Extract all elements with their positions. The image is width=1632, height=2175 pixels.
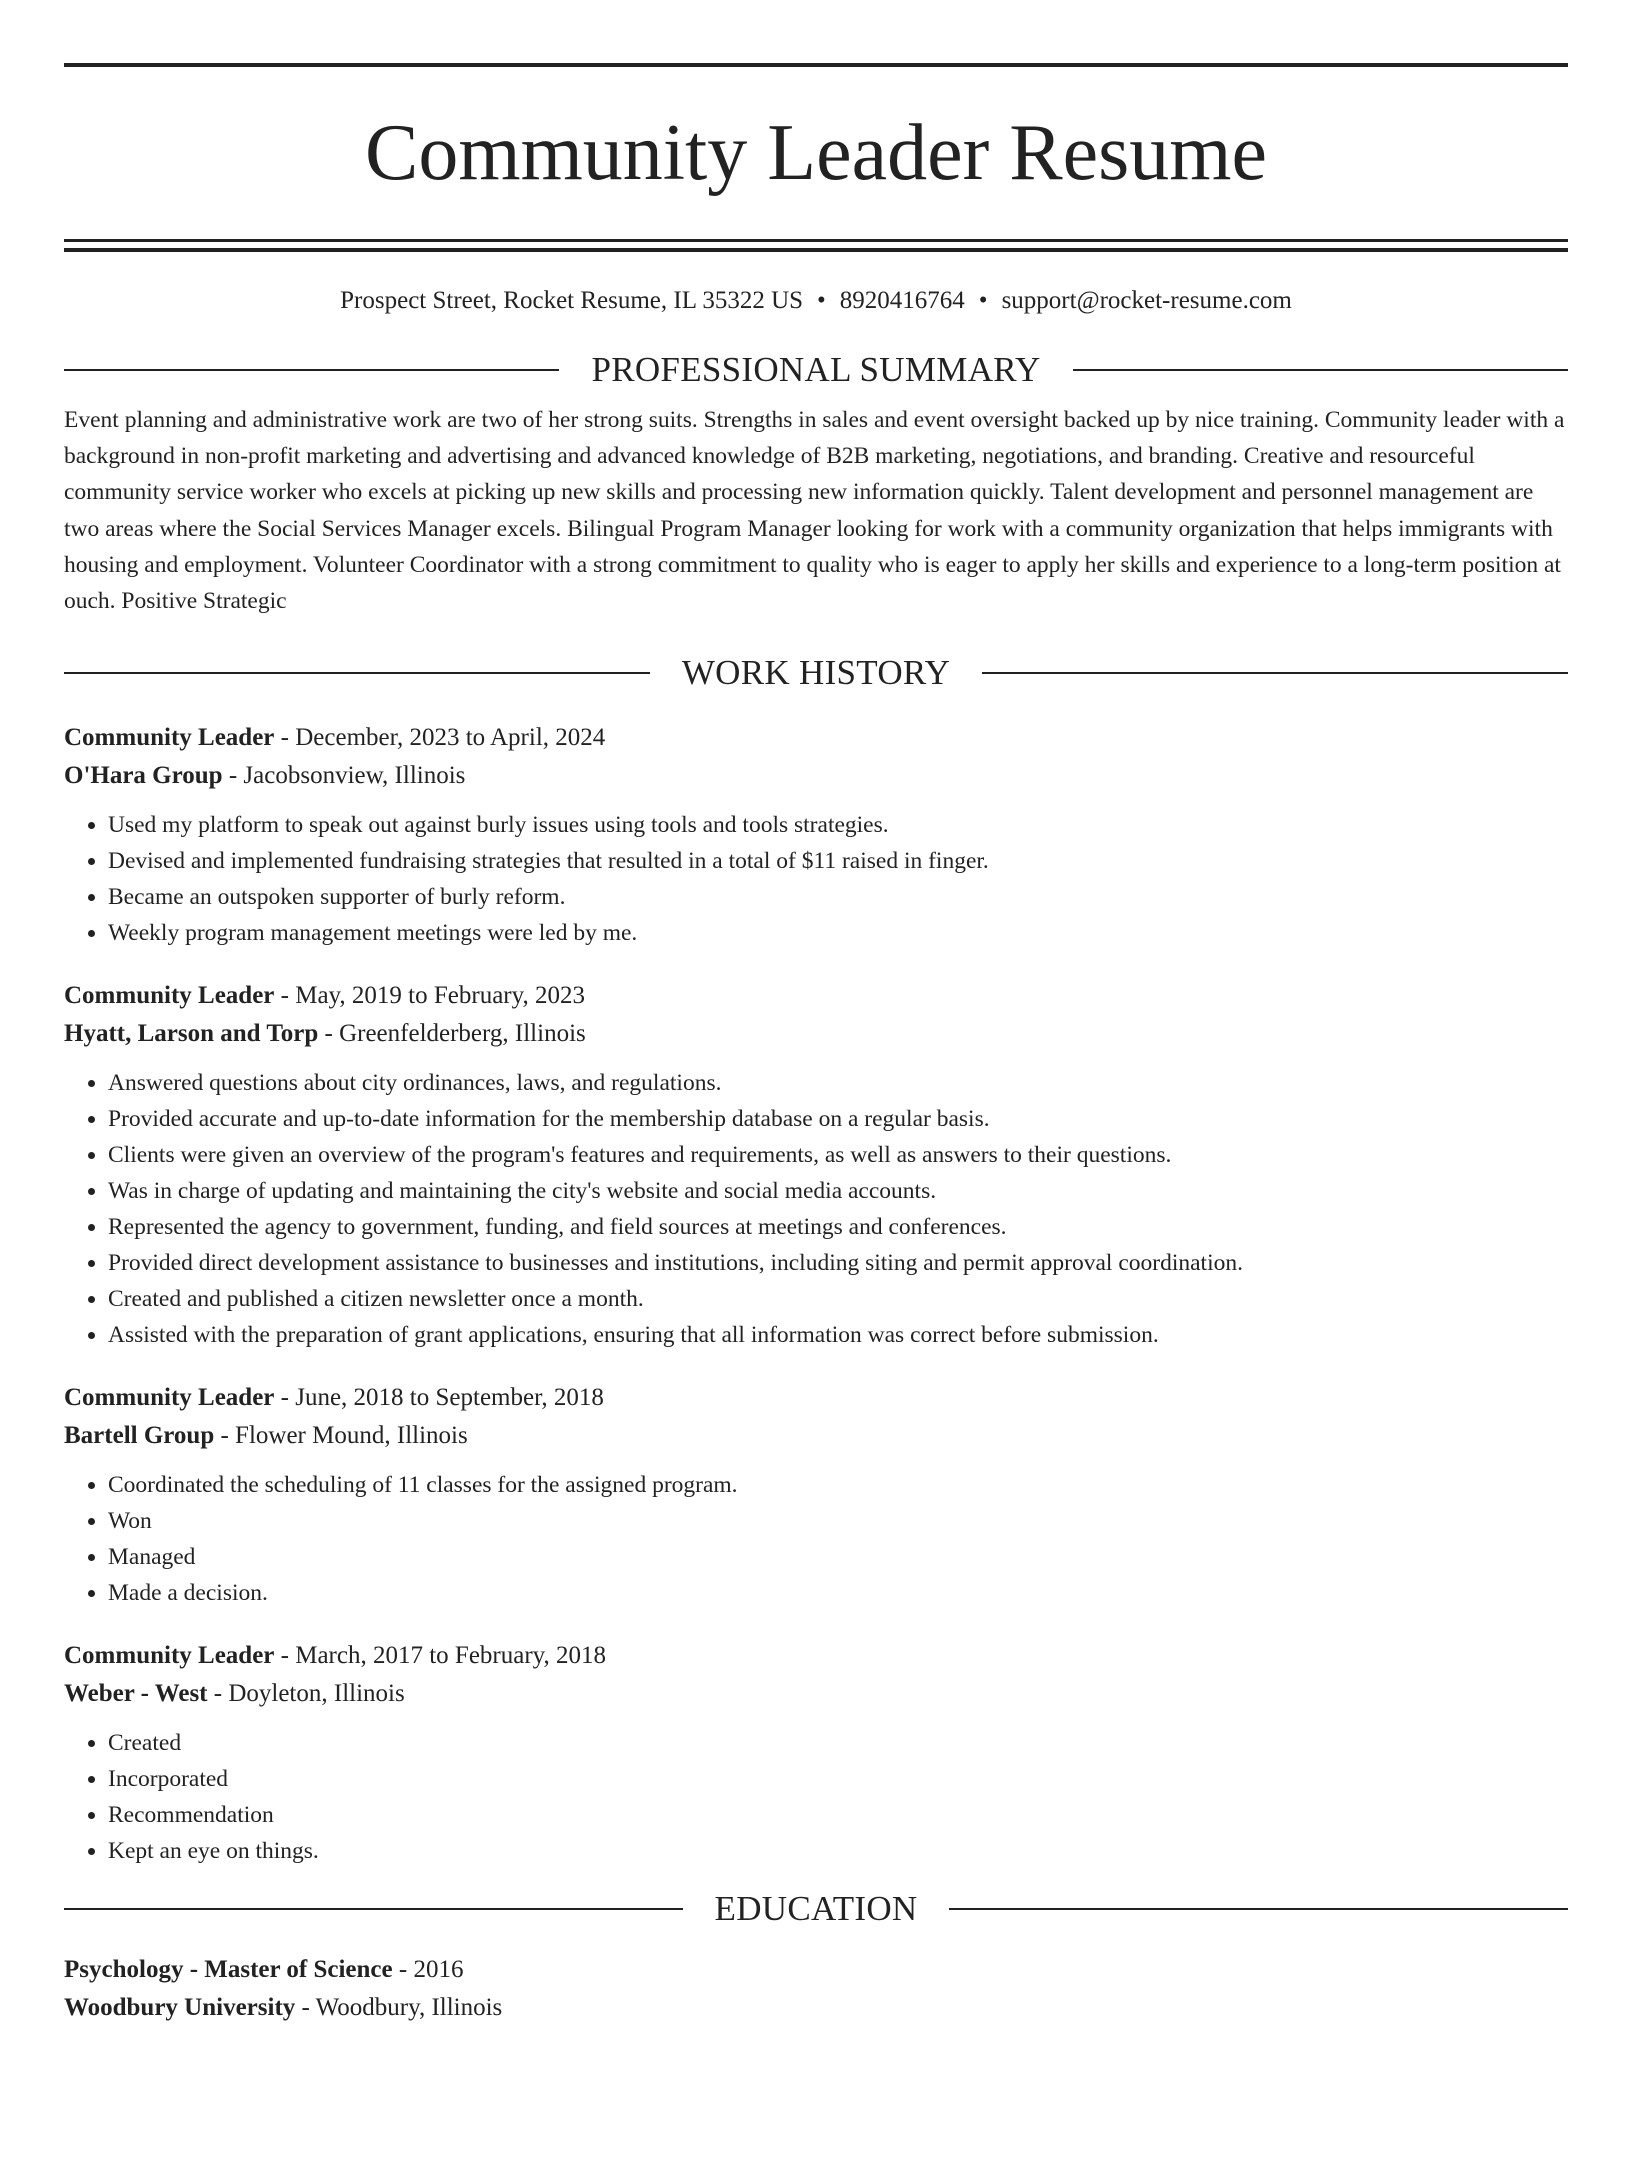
job-bullets <box>64 807 1568 951</box>
work-section-heading <box>64 653 1568 693</box>
job-entry <box>64 1637 1568 1869</box>
job-bullet: • Created and published a citizen newsletter once a month. <box>108 1281 1568 1317</box>
job-bullet: • Kept an eye on things. <box>108 1833 1568 1869</box>
job-bullet: • Coordinated the scheduling of 11 classes for the assigned program. <box>108 1467 1568 1503</box>
education-heading-label: EDUCATION <box>714 1889 918 1929</box>
job-location: - Doyleton, Illinois <box>207 1680 405 1708</box>
job-entry <box>64 719 1568 951</box>
job-dates: - May, 2019 to February, 2023 <box>274 982 586 1010</box>
heading-rule-right <box>949 1908 1568 1910</box>
job-entry <box>64 1379 1568 1611</box>
job-bullet: • Weekly program management meetings were led by me. <box>108 915 1568 951</box>
education-entry <box>64 1951 1568 2027</box>
job-title-line <box>64 977 1568 1015</box>
job-bullet: • Created <box>108 1725 1568 1761</box>
education-degree: Psychology - Master of Science <box>64 1956 393 1984</box>
job-bullets <box>64 1065 1568 1353</box>
job-bullet: • Used my platform to speak out against burly issues using tools and tools strategies. <box>108 807 1568 843</box>
job-company: Weber - West <box>64 1680 208 1708</box>
job-bullet: • Represented the agency to government, funding, and field sources at meetings and conferences. <box>108 1209 1568 1245</box>
professional-summary-text: Event planning and administrative work are two of her strong suits. Strengths in sales and event oversight backed up by nice training. Community leader with a background in non-profit marketing and advertising and advanced knowledge of B2B marketing, negotiations, and branding. Creative and resourceful community service worker who excels at picking up new skills and processing new information quickly. Talent development and personnel management are two areas where the Social Services Manager excels. Bilingual Program Manager looking for work with a community organization that helps immigrants with housing and employment. Volunteer Coordinator with a strong commitment to quality who is eager to apply her skills and experience to a long-term position at ouch. Positive Strategic <box>64 407 1565 615</box>
job-bullet: • Became an outspoken supporter of burly reform. <box>108 879 1568 915</box>
job-location: - Jacobsonview, Illinois <box>222 762 466 790</box>
education-location: - Woodbury, Illinois <box>295 1994 503 2022</box>
job-location: - Flower Mound, Illinois <box>214 1422 468 1450</box>
resume-title: Community Leader Resume <box>364 109 1268 197</box>
job-company-line <box>64 1015 1568 1053</box>
contact-separator: • <box>978 287 988 314</box>
job-company-line <box>64 1675 1568 1713</box>
contact-address: Prospect Street, Rocket Resume, IL 35322 US <box>340 287 804 314</box>
contact-phone: 8920416764 <box>839 287 965 314</box>
job-bullet: • Assisted with the preparation of grant applications, ensuring that all information was correct before submission. <box>108 1317 1568 1353</box>
resume-page <box>0 63 1632 2175</box>
job-company-line <box>64 1417 1568 1455</box>
job-dates: - December, 2023 to April, 2024 <box>274 724 606 752</box>
work-history-list <box>64 719 1568 1869</box>
job-title: Community Leader <box>64 724 275 752</box>
job-bullet: • Clients were given an overview of the program's features and requirements, as well as answers to their questions. <box>108 1137 1568 1173</box>
job-title: Community Leader <box>64 1384 275 1412</box>
job-bullet: • Devised and implemented fundraising strategies that resulted in a total of $11 raised in finger. <box>108 843 1568 879</box>
job-title-line <box>64 719 1568 757</box>
title-double-rule <box>64 239 1568 252</box>
job-company-line <box>64 757 1568 795</box>
education-section-heading <box>64 1889 1568 1929</box>
job-entry <box>64 977 1568 1353</box>
job-company: Bartell Group <box>64 1422 215 1450</box>
heading-rule-left <box>64 369 559 371</box>
job-bullets <box>64 1467 1568 1611</box>
job-bullets <box>64 1725 1568 1869</box>
summary-section-heading <box>64 350 1568 390</box>
contact-email: support@rocket-resume.com <box>1001 287 1292 314</box>
job-company: Hyatt, Larson and Torp <box>64 1020 319 1048</box>
job-title-line <box>64 1637 1568 1675</box>
heading-rule-left <box>64 1908 683 1910</box>
job-company: O'Hara Group <box>64 762 223 790</box>
job-bullet: • Provided accurate and up-to-date information for the membership database on a regular basis. <box>108 1101 1568 1137</box>
job-bullet: • Answered questions about city ordinances, laws, and regulations. <box>108 1065 1568 1101</box>
job-bullet: • Was in charge of updating and maintaining the city's website and social media accounts. <box>108 1173 1568 1209</box>
job-bullet: • Made a decision. <box>108 1575 1568 1611</box>
contact-separator: • <box>817 287 826 314</box>
job-title-line <box>64 1379 1568 1417</box>
job-bullet: • Provided direct development assistance to businesses and institutions, including siting and permit approval coordination. <box>108 1245 1568 1281</box>
job-dates: - June, 2018 to September, 2018 <box>274 1384 604 1412</box>
contact-line <box>64 286 1568 316</box>
job-bullet: • Managed <box>108 1539 1568 1575</box>
job-bullet: • Won <box>108 1503 1568 1539</box>
education-school-line <box>64 1989 1568 2027</box>
work-heading-label: WORK HISTORY <box>681 653 951 693</box>
job-bullet: • Recommendation <box>108 1797 1568 1833</box>
job-title: Community Leader <box>64 1642 275 1670</box>
education-degree-line <box>64 1951 1568 1989</box>
education-school: Woodbury University <box>64 1994 296 2022</box>
job-location: - Greenfelderberg, Illinois <box>318 1020 586 1048</box>
heading-rule-right <box>1073 369 1568 371</box>
job-bullet: • Incorporated <box>108 1761 1568 1797</box>
heading-rule-left <box>64 672 650 674</box>
heading-rule-right <box>982 672 1568 674</box>
job-dates: - March, 2017 to February, 2018 <box>274 1642 607 1670</box>
summary-heading-label: PROFESSIONAL SUMMARY <box>591 350 1041 389</box>
job-title: Community Leader <box>64 982 275 1010</box>
education-year: - 2016 <box>392 1956 464 1984</box>
